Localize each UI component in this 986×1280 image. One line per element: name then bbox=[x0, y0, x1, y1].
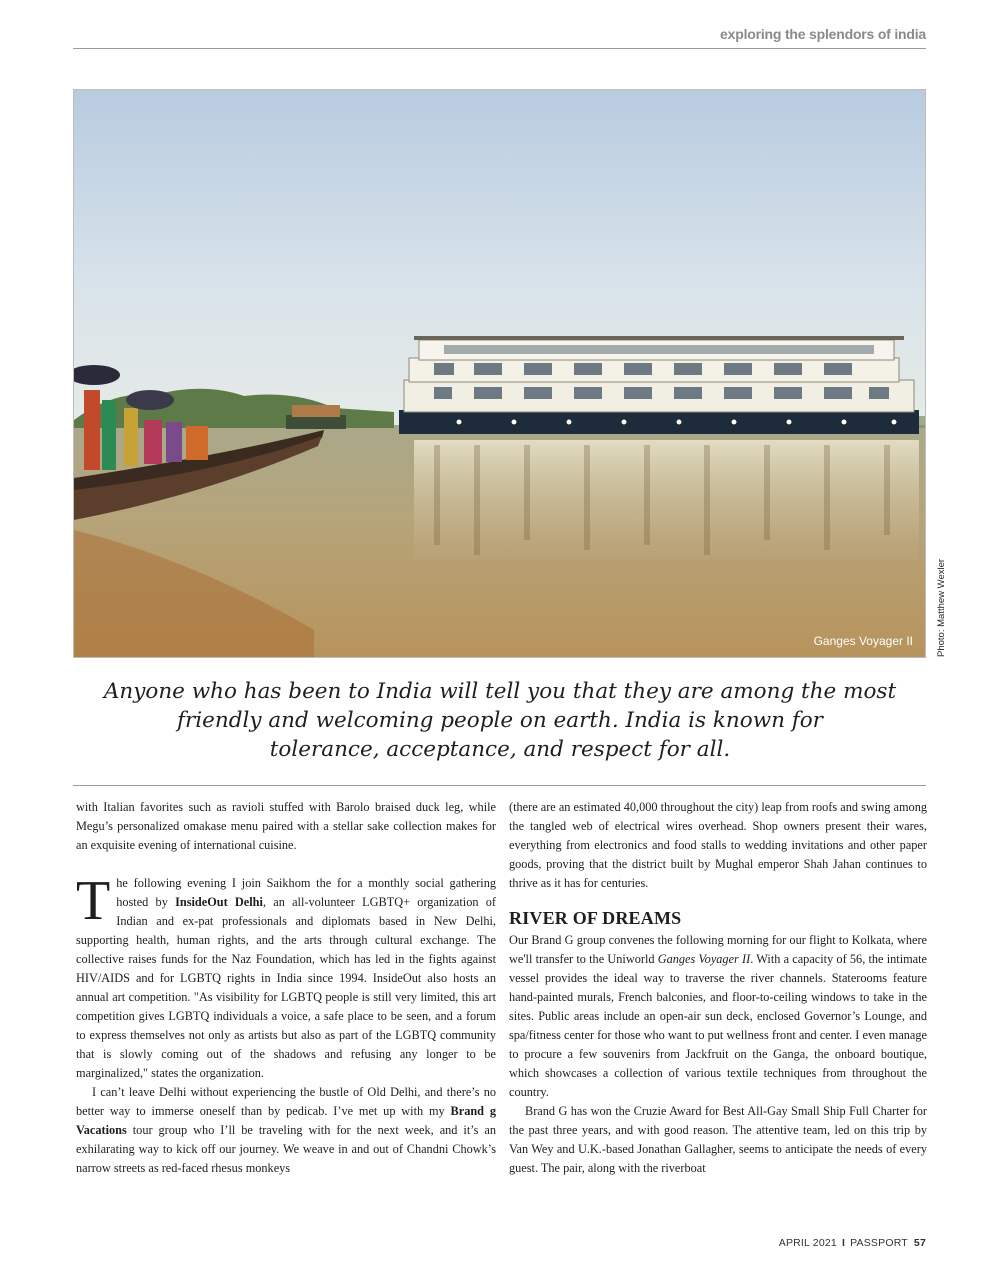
footer-separator: I bbox=[841, 1237, 846, 1249]
organization-name: InsideOut Delhi bbox=[175, 895, 263, 909]
text-run: , an all-volunteer LGBTQ+ organization of Indian and ex-pat professionals and diplomats based in New Delhi, supporting health, human rights, and the arts through cultural exchange. The collective raises funds for the Naz Foundation, which has led in the fights against HIV/AIDS and for LGBTQ rights in India since 1994. InsideOut also hosts an annual art competition. "As visibility for LGBTQ people is still very limited, this art competition gives LGBTQ individuals a voice, a safe place to be seen, and a forum to express themselves not only as artists but also as part of the LGBTQ community that is slowly coming out of the shadows and refusing any longer to be marginalized," states the organization. bbox=[76, 895, 496, 1080]
paragraph: (there are an estimated 40,000 throughout the city) leap from roofs and swing among the tangled web of electrical wires overhead. Shop owners present their wares, everything from electronics and food stalls to wedding invitations and other paper goods, proving that the district built by Mughal emperor Shah Jahan continues to thrive as it has for centuries. bbox=[509, 800, 927, 890]
paragraph bbox=[76, 1083, 496, 1178]
pull-quote bbox=[90, 677, 910, 764]
photo-credit: Photo: Matthew Wexler bbox=[936, 558, 947, 657]
text-run: . With a capacity of 56, the intimate vessel provides the ideal way to traverse the river channels. Staterooms feature hand-painted murals, French balconies, and floor-to-ceiling windows to take in the sites. Public areas include an open-air sun deck, enclosed Governor’s Lounge, and spa/fitness center for those who want to put wellness front and center. I even manage to procure a few souvenirs from Jackfruit on the Ganga, the onboard boutique, which showcases a collection of various textile techniques from throughout the country. bbox=[509, 952, 928, 1099]
page-number: 57 bbox=[913, 1237, 926, 1249]
text-run: I can’t leave Delhi without experiencing the bustle of Old Delhi, and there’s no better way to immerse oneself than by pedicab. I’ve met up with my bbox=[76, 1085, 496, 1118]
text-run: tour group who I’ll be traveling with for the next week, and it’s an exhilarating way to kick off our journey. We weave in and out of Chandni Chowk’s narrow streets as red-faced rhesus monkeys bbox=[76, 1123, 496, 1175]
pull-quote-line: Anyone who has been to India will tell you that they are among the most bbox=[103, 679, 897, 704]
tour-company-name: Brand g Vacations bbox=[76, 1104, 496, 1137]
magazine-name: PASSPORT bbox=[850, 1237, 908, 1249]
river-cruise-illustration bbox=[74, 90, 925, 657]
page-footer bbox=[779, 1237, 926, 1249]
text-run: Our Brand G group convenes the following morning for our flight to Kolkata, where we'll transfer to the Uniworld bbox=[509, 933, 927, 966]
paragraph: Brand G has won the Cruzie Award for Best All-Gay Small Ship Full Charter for the past three years, and with good reason. The attentive team, led on this trip by Van Wey and U.K.-based Jonathan Gallagher, seems to anticipate the needs of every guest. The pair, along with the riverboat bbox=[509, 1104, 927, 1175]
feature-photo bbox=[73, 89, 926, 658]
subheading: RIVER OF DREAMS bbox=[509, 908, 682, 928]
pull-quote-line: friendly and welcoming people on earth. India is known for bbox=[177, 708, 823, 733]
section-divider bbox=[73, 785, 926, 786]
paragraph: with Italian favorites such as ravioli stuffed with Barolo braised duck leg, while Megu’s personalized omakase menu paired with a stellar sake collection makes for an exquisite evening of international cuisine. bbox=[76, 800, 496, 852]
pull-quote-line: tolerance, acceptance, and respect for all. bbox=[269, 737, 731, 762]
issue-date: APRIL 2021 bbox=[778, 1237, 837, 1249]
right-column bbox=[509, 798, 927, 1178]
paragraph bbox=[509, 931, 927, 1102]
text-run: he following evening I join Saikhom the for a monthly social gathering hosted by bbox=[116, 876, 496, 909]
running-header bbox=[73, 26, 926, 49]
photo-caption: Ganges Voyager II bbox=[813, 634, 913, 648]
paragraph bbox=[76, 870, 496, 1083]
drop-cap: T bbox=[76, 870, 111, 932]
section-title: exploring the splendors of india bbox=[720, 26, 926, 42]
left-column bbox=[76, 798, 496, 1178]
ship-name: Ganges Voyager II bbox=[657, 952, 751, 966]
